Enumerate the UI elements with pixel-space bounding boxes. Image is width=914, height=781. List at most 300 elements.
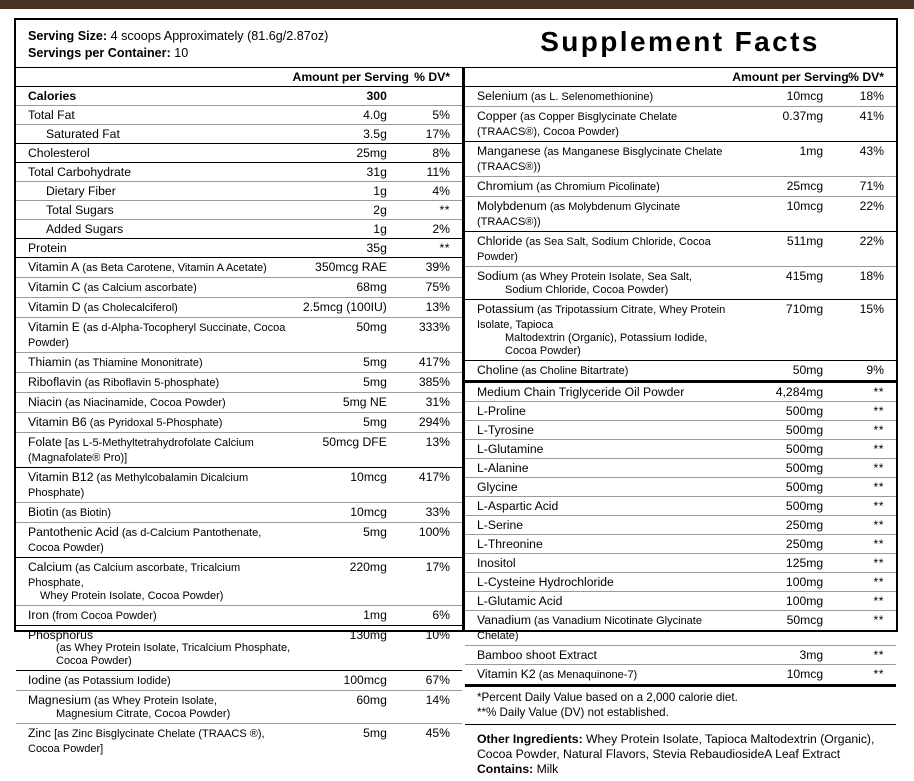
nutrient-name: Cholesterol xyxy=(28,146,90,160)
nutrient-name-cell xyxy=(16,373,293,393)
percent-dv-cell: 8% xyxy=(393,144,462,163)
amount-cell: 500mg xyxy=(732,402,829,421)
servings-per-container-value: 10 xyxy=(174,45,189,60)
nutrient-name-cell xyxy=(465,197,732,232)
percent-dv-cell: 10% xyxy=(393,626,462,671)
nutrient-name: Zinc xyxy=(28,726,52,740)
footnotes xyxy=(465,684,896,724)
amount-cell: 500mg xyxy=(732,440,829,459)
percent-dv-cell: 9% xyxy=(829,361,896,382)
table-row xyxy=(465,665,896,685)
nutrient-name-cell xyxy=(16,503,293,523)
table-row xyxy=(16,523,462,558)
nutrient-name-cell xyxy=(16,558,293,606)
nutrient-name-cell xyxy=(16,691,293,724)
nutrient-name-cell xyxy=(16,201,293,220)
nutrient-name: Calories xyxy=(28,89,77,103)
nutrient-source: (as Manganese Bisglycinate Chelate (TRAACS®)) xyxy=(477,146,723,173)
nutrient-name: Vitamin B6 xyxy=(28,415,87,429)
nutrient-source: (as Potassium Iodide) xyxy=(61,675,171,687)
nutrient-source: (as Cholecalciferol) xyxy=(80,302,178,314)
nutrient-source: [as Zinc Bisglycinate Chelate (TRAACS ®), Cocoa Powder] xyxy=(28,728,265,755)
amount-cell: 50mg xyxy=(732,361,829,382)
nutrient-name-cell xyxy=(465,267,732,300)
percent-dv-cell: 6% xyxy=(393,606,462,626)
table-row xyxy=(465,232,896,267)
amount-cell: 220mg xyxy=(293,558,393,606)
table-row xyxy=(465,497,896,516)
nutrient-name-cell xyxy=(465,440,732,459)
amount-cell: 31g xyxy=(293,163,393,182)
table-row xyxy=(465,300,896,361)
nutrient-name-cell xyxy=(465,107,732,142)
amount-cell: 1g xyxy=(293,220,393,239)
nutrient-name-cell xyxy=(465,87,732,107)
serving-size-value: 4 scoops Approximately (81.6g/2.87oz) xyxy=(110,29,329,43)
contains-line xyxy=(477,762,886,777)
table-row xyxy=(16,278,462,298)
percent-dv-cell: ** xyxy=(829,535,896,554)
amount-cell: 10mcg xyxy=(732,87,829,107)
nutrient-name-cell xyxy=(16,106,293,125)
percent-dv-cell: 22% xyxy=(829,232,896,267)
nutrient-name-cell xyxy=(465,459,732,478)
percent-dv-cell: 67% xyxy=(393,671,462,691)
table-row xyxy=(465,573,896,592)
nutrient-name: Total Sugars xyxy=(46,203,114,217)
contains-label: Contains: xyxy=(477,762,534,776)
percent-dv-cell xyxy=(393,87,462,106)
nutrient-name: Total Carbohydrate xyxy=(28,165,131,179)
table-row xyxy=(465,382,896,402)
percent-dv-cell: 385% xyxy=(393,373,462,393)
nutrient-source: (as Calcium ascorbate, Tricalcium Phosphate, xyxy=(28,562,241,589)
amount-cell: 35g xyxy=(293,239,393,258)
nutrient-name: Potassium xyxy=(477,302,534,316)
nutrient-name: Protein xyxy=(28,241,67,255)
nutrient-source: (as Beta Carotene, Vitamin A Acetate) xyxy=(79,262,267,274)
table-row xyxy=(16,606,462,626)
percent-dv-cell: 13% xyxy=(393,433,462,468)
table-row xyxy=(465,459,896,478)
nutrient-name: Riboflavin xyxy=(28,375,82,389)
table-row xyxy=(465,440,896,459)
title-block xyxy=(464,20,896,67)
nutrient-source: (from Cocoa Powder) xyxy=(49,610,157,622)
nutrient-name: L-Tyrosine xyxy=(477,423,534,437)
nutrient-name: Chromium xyxy=(477,179,534,193)
percent-dv-cell: ** xyxy=(829,440,896,459)
nutrient-name-cell xyxy=(465,421,732,440)
percent-dv-cell: 75% xyxy=(393,278,462,298)
percent-dv-cell: 22% xyxy=(829,197,896,232)
nutrient-name: Medium Chain Triglyceride Oil Powder xyxy=(477,385,685,399)
nutrient-name: Iodine xyxy=(28,673,62,687)
left-table-header-row xyxy=(16,68,462,87)
amount-cell: 10mcg xyxy=(732,665,829,685)
amount-cell: 10mcg xyxy=(293,503,393,523)
nutrient-name: Manganese xyxy=(477,144,541,158)
amount-cell: 1mg xyxy=(293,606,393,626)
nutrient-source: (as Biotin) xyxy=(58,507,112,519)
percent-dv-cell: 333% xyxy=(393,318,462,353)
right-nutrition-table xyxy=(465,67,896,684)
nutrient-name: Vitamin A xyxy=(28,260,80,274)
nutrient-source: [as L-5-Methyltetrahydrofolate Calcium (Magnafolate® Pro)] xyxy=(28,437,254,464)
servings-per-container-line xyxy=(28,45,464,62)
nutrient-source: (as Thiamine Mononitrate) xyxy=(71,357,203,369)
table-row xyxy=(465,402,896,421)
other-ingredients-value: Whey Protein Isolate, Tapioca Maltodextrin (Organic), xyxy=(582,732,875,746)
nutrient-name-cell xyxy=(465,300,732,361)
other-ingredients-line xyxy=(477,732,886,747)
nutrient-name: L-Aspartic Acid xyxy=(477,499,559,513)
percent-dv-cell: ** xyxy=(829,382,896,402)
amount-cell: 1mg xyxy=(732,142,829,177)
percent-dv-cell: 18% xyxy=(829,87,896,107)
table-row xyxy=(16,671,462,691)
amount-cell: 50mg xyxy=(293,318,393,353)
nutrient-name-cell xyxy=(465,516,732,535)
table-row xyxy=(16,433,462,468)
nutrient-source: (as Whey Protein Isolate, Sea Salt, xyxy=(518,271,692,283)
nutrient-name: Copper xyxy=(477,109,517,123)
percent-dv-cell: 2% xyxy=(393,220,462,239)
nutrient-name-cell xyxy=(465,361,732,382)
amount-cell: 500mg xyxy=(732,421,829,440)
amount-cell: 25mcg xyxy=(732,177,829,197)
table-row xyxy=(16,691,462,724)
amount-cell: 5mg xyxy=(293,413,393,433)
percent-dv-cell: ** xyxy=(829,421,896,440)
nutrient-name-cell xyxy=(465,646,732,665)
nutrient-name-cell xyxy=(465,478,732,497)
nutrient-source: (as Choline Bitartrate) xyxy=(518,365,629,377)
nutrient-name-cell xyxy=(16,523,293,558)
amount-cell: 60mg xyxy=(293,691,393,724)
nutrient-name-cell xyxy=(16,182,293,201)
nutrient-name-cell xyxy=(465,142,732,177)
other-ingredients-block xyxy=(465,724,896,781)
nutrient-name-cell xyxy=(16,298,293,318)
other-ingredients-label: Other Ingredients: xyxy=(477,732,583,746)
nutrient-name-cell xyxy=(465,232,732,267)
nutrient-name: Magnesium xyxy=(28,693,91,707)
nutrient-name: Vitamin B12 xyxy=(28,470,94,484)
percent-dv-cell: ** xyxy=(829,402,896,421)
nutrient-name: Saturated Fat xyxy=(46,127,120,141)
table-row xyxy=(465,535,896,554)
nutrient-name: Bamboo shoot Extract xyxy=(477,648,597,662)
nutrient-source: (as Riboflavin 5-phosphate) xyxy=(81,377,220,389)
nutrient-name: Choline xyxy=(477,363,519,377)
nutrient-source: (as L. Selenomethionine) xyxy=(527,91,654,103)
table-row xyxy=(465,554,896,573)
amount-cell: 415mg xyxy=(732,267,829,300)
nutrient-name: Vitamin E xyxy=(28,320,80,334)
percent-dv-cell: 71% xyxy=(829,177,896,197)
nutrient-name: Dietary Fiber xyxy=(46,184,116,198)
nutrient-name-cell xyxy=(16,125,293,144)
amount-cell: 68mg xyxy=(293,278,393,298)
nutrient-name-cell xyxy=(16,724,293,759)
nutrient-name: Sodium xyxy=(477,269,519,283)
amount-cell: 4,284mg xyxy=(732,382,829,402)
amount-cell: 250mg xyxy=(732,535,829,554)
nutrient-name-cell xyxy=(16,606,293,626)
nutrient-name: L-Glutamine xyxy=(477,442,544,456)
serving-size-line xyxy=(28,28,464,45)
header-percent-dv: % DV* xyxy=(393,68,462,87)
percent-dv-cell: 11% xyxy=(393,163,462,182)
table-row xyxy=(16,163,462,182)
percent-dv-cell: 417% xyxy=(393,353,462,373)
nutrition-columns xyxy=(16,67,896,776)
other-ingredients-line-2: Cocoa Powder, Natural Flavors, Stevia RebaudiosideA Leaf Extract xyxy=(477,747,841,761)
right-table-header-row xyxy=(465,68,896,87)
amount-cell: 5mg xyxy=(293,373,393,393)
nutrient-source-continued: Whey Protein Isolate, Cocoa Powder) xyxy=(40,590,224,602)
percent-dv-cell: 17% xyxy=(393,125,462,144)
percent-dv-cell: ** xyxy=(829,497,896,516)
nutrient-name-cell xyxy=(465,382,732,402)
table-row xyxy=(16,413,462,433)
table-row xyxy=(16,144,462,163)
nutrient-source: (as Menaquinone-7) xyxy=(535,669,638,681)
nutrient-source: (as Vanadium Nicotinate Glycinate Chelate) xyxy=(477,615,702,642)
table-row xyxy=(16,353,462,373)
nutrient-name: L-Threonine xyxy=(477,537,543,551)
amount-cell: 50mcg DFE xyxy=(293,433,393,468)
nutrient-name-cell xyxy=(16,87,293,106)
amount-cell: 1g xyxy=(293,182,393,201)
amount-cell: 130mg xyxy=(293,626,393,671)
percent-dv-cell: ** xyxy=(829,573,896,592)
header-spacer-cell xyxy=(465,68,732,87)
percent-dv-cell: ** xyxy=(829,646,896,665)
nutrient-name: Selenium xyxy=(477,89,528,103)
nutrient-name-cell xyxy=(16,258,293,278)
amount-cell: 10mcg xyxy=(293,468,393,503)
table-row xyxy=(16,106,462,125)
amount-cell: 500mg xyxy=(732,497,829,516)
percent-dv-cell: 5% xyxy=(393,106,462,125)
serving-info xyxy=(16,20,464,67)
nutrient-name-cell xyxy=(16,163,293,182)
nutrient-name: Folate xyxy=(28,435,62,449)
amount-cell: 100mcg xyxy=(293,671,393,691)
nutrient-name-cell xyxy=(16,239,293,258)
nutrient-name: Chloride xyxy=(477,234,523,248)
nutrient-name: Vitamin C xyxy=(28,280,81,294)
percent-dv-cell: 14% xyxy=(393,691,462,724)
nutrient-name-cell xyxy=(465,592,732,611)
nutrient-source: (as Molybdenum Glycinate (TRAACS®)) xyxy=(477,201,681,228)
table-row xyxy=(465,646,896,665)
table-row xyxy=(465,197,896,232)
amount-cell: 10mcg xyxy=(732,197,829,232)
percent-dv-cell: ** xyxy=(829,478,896,497)
table-row xyxy=(465,107,896,142)
nutrient-name-cell xyxy=(465,497,732,516)
amount-cell: 2.5mcg (100IU) xyxy=(293,298,393,318)
nutrient-name-cell xyxy=(16,393,293,413)
table-row xyxy=(465,361,896,382)
header-amount-per-serving: Amount per Serving xyxy=(732,68,829,87)
nutrient-name: L-Serine xyxy=(477,518,524,532)
amount-cell: 511mg xyxy=(732,232,829,267)
nutrient-source-continued: Maltodextrin (Organic), Potassium Iodide, Cocoa Powder) xyxy=(505,332,708,357)
amount-cell: 5mg NE xyxy=(293,393,393,413)
nutrient-name: Inositol xyxy=(477,556,516,570)
header-percent-dv: % DV* xyxy=(829,68,896,87)
percent-dv-cell: 18% xyxy=(829,267,896,300)
table-row xyxy=(16,298,462,318)
nutrient-name: Calcium xyxy=(28,560,73,574)
table-row xyxy=(465,478,896,497)
percent-dv-cell: 39% xyxy=(393,258,462,278)
nutrient-name-cell xyxy=(465,611,732,646)
table-row xyxy=(465,267,896,300)
nutrient-source: (as Whey Protein Isolate, xyxy=(91,695,217,707)
amount-cell: 3mg xyxy=(732,646,829,665)
serving-size-label: Serving Size: xyxy=(28,29,108,43)
nutrient-name-cell xyxy=(465,177,732,197)
footnote-dv-not-established: **% Daily Value (DV) not established. xyxy=(477,705,669,719)
amount-cell: 710mg xyxy=(732,300,829,361)
table-row xyxy=(465,421,896,440)
table-row xyxy=(16,393,462,413)
nutrient-name: L-Alanine xyxy=(477,461,529,475)
percent-dv-cell: 294% xyxy=(393,413,462,433)
amount-cell: 350mcg RAE xyxy=(293,258,393,278)
nutrient-name: Vanadium xyxy=(477,613,531,627)
supplement-facts-panel xyxy=(14,18,898,776)
percent-dv-cell: 43% xyxy=(829,142,896,177)
table-row xyxy=(16,626,462,671)
nutrient-name: Iron xyxy=(28,608,50,622)
nutrient-name: L-Glutamic Acid xyxy=(477,594,563,608)
nutrient-name: Vitamin D xyxy=(28,300,81,314)
nutrient-name: Total Fat xyxy=(28,108,75,122)
nutrient-name: Added Sugars xyxy=(46,222,124,236)
percent-dv-cell: 15% xyxy=(829,300,896,361)
percent-dv-cell: 17% xyxy=(393,558,462,606)
table-row xyxy=(16,125,462,144)
table-row xyxy=(16,182,462,201)
amount-cell: 2g xyxy=(293,201,393,220)
percent-dv-cell: ** xyxy=(393,201,462,220)
nutrient-name-cell xyxy=(465,535,732,554)
table-row xyxy=(16,220,462,239)
percent-dv-cell: 45% xyxy=(393,724,462,759)
table-row xyxy=(16,239,462,258)
label-header xyxy=(16,20,896,67)
nutrient-source: (as Niacinamide, Cocoa Powder) xyxy=(61,397,226,409)
nutrient-name: Pantothenic Acid xyxy=(28,525,119,539)
nutrient-source-continued: Sodium Chloride, Cocoa Powder) xyxy=(505,284,669,296)
percent-dv-cell: ** xyxy=(829,554,896,573)
table-row xyxy=(465,177,896,197)
servings-per-container-label: Servings per Container: xyxy=(28,45,171,60)
nutrient-name: L-Proline xyxy=(477,404,526,418)
nutrient-name-cell xyxy=(16,278,293,298)
nutrient-name-cell xyxy=(16,413,293,433)
table-row xyxy=(465,592,896,611)
nutrient-name-cell xyxy=(465,554,732,573)
nutrient-source: (as Calcium ascorbate) xyxy=(80,282,197,294)
left-nutrition-table xyxy=(16,67,462,758)
table-row xyxy=(465,516,896,535)
nutrient-source: (as Copper Bisglycinate Chelate (TRAACS®), Cocoa Powder) xyxy=(477,111,678,138)
nutrient-source: (as Tripotassium Citrate, Whey Protein Isolate, Tapioca xyxy=(477,304,726,331)
nutrient-name-cell xyxy=(16,353,293,373)
table-row xyxy=(16,724,462,759)
nutrient-name-cell xyxy=(16,318,293,353)
amount-cell: 100mg xyxy=(732,573,829,592)
table-row xyxy=(16,258,462,278)
nutrient-name-cell xyxy=(16,671,293,691)
nutrient-name-cell xyxy=(16,220,293,239)
amount-cell: 500mg xyxy=(732,478,829,497)
percent-dv-cell: 13% xyxy=(393,298,462,318)
amount-cell: 300 xyxy=(293,87,393,106)
nutrient-name: Biotin xyxy=(28,505,59,519)
amount-cell: 500mg xyxy=(732,459,829,478)
table-row xyxy=(16,87,462,106)
nutrient-name-cell xyxy=(465,665,732,685)
nutrient-source: (as d-Calcium Pantothenate, Cocoa Powder) xyxy=(28,527,262,554)
percent-dv-cell: 4% xyxy=(393,182,462,201)
percent-dv-cell: ** xyxy=(829,516,896,535)
top-accent-bar xyxy=(0,0,914,9)
nutrient-name: Vitamin K2 xyxy=(477,667,536,681)
nutrient-name-cell xyxy=(16,433,293,468)
percent-dv-cell: 41% xyxy=(829,107,896,142)
nutrient-source: (as d-Alpha-Tocopheryl Succinate, Cocoa Powder) xyxy=(28,322,286,349)
table-row xyxy=(16,318,462,353)
contains-value: Milk xyxy=(533,762,559,776)
nutrient-source: (as Chromium Picolinate) xyxy=(533,181,660,193)
footnote-dv-basis: *Percent Daily Value based on a 2,000 calorie diet. xyxy=(477,691,738,704)
right-column xyxy=(464,67,896,776)
nutrient-name-cell xyxy=(16,144,293,163)
nutrient-name-cell xyxy=(16,626,293,671)
nutrient-name: Molybdenum xyxy=(477,199,547,213)
percent-dv-cell: ** xyxy=(829,459,896,478)
nutrient-source: (as Methylcobalamin Dicalcium Phosphate) xyxy=(28,472,249,499)
nutrient-source: (as Pyridoxal 5-Phosphate) xyxy=(86,417,223,429)
table-row xyxy=(465,87,896,107)
amount-cell: 25mg xyxy=(293,144,393,163)
amount-cell: 3.5g xyxy=(293,125,393,144)
table-row xyxy=(16,201,462,220)
nutrient-name: Phosphorus xyxy=(28,628,94,642)
percent-dv-cell: ** xyxy=(829,611,896,646)
nutrient-source-continued: Magnesium Citrate, Cocoa Powder) xyxy=(56,708,231,720)
nutrient-name: Thiamin xyxy=(28,355,72,369)
percent-dv-cell: 31% xyxy=(393,393,462,413)
table-row xyxy=(16,373,462,393)
amount-cell: 100mg xyxy=(732,592,829,611)
header-spacer-cell xyxy=(16,68,293,87)
nutrient-name: Glycine xyxy=(477,480,518,494)
table-row xyxy=(465,611,896,646)
amount-cell: 5mg xyxy=(293,523,393,558)
amount-cell: 250mg xyxy=(732,516,829,535)
percent-dv-cell: ** xyxy=(393,239,462,258)
amount-cell: 5mg xyxy=(293,353,393,373)
